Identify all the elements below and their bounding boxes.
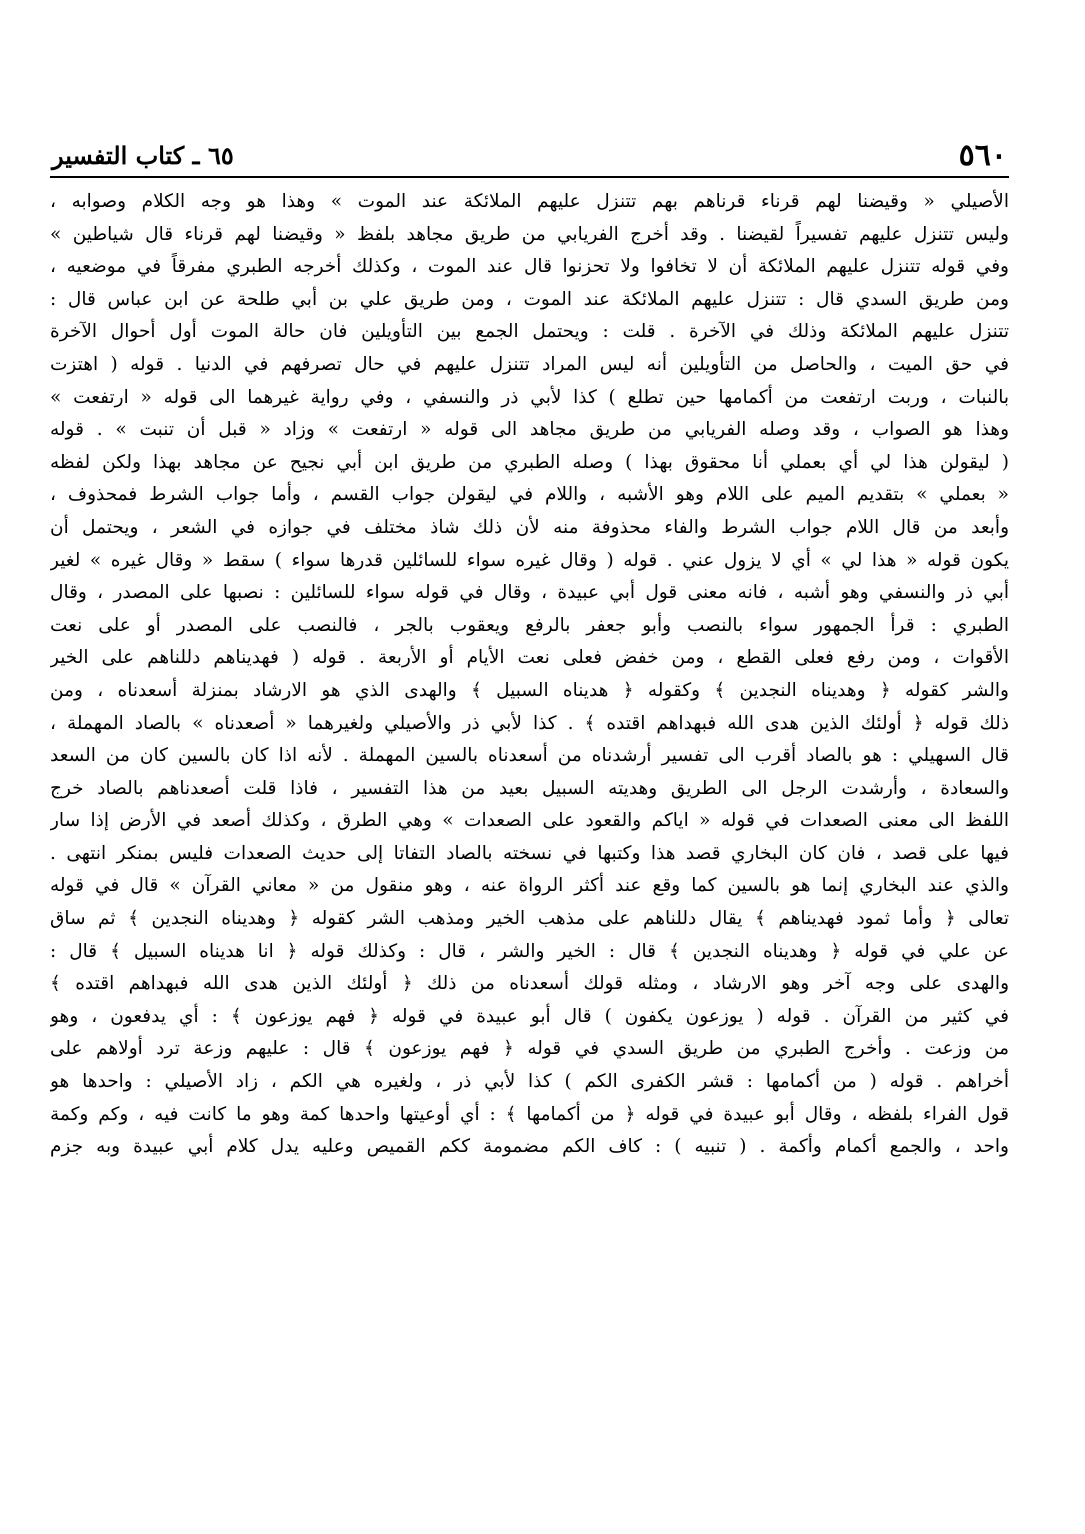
text-line: فيها على قصد ، فان كان البخاري قصد هذا وكتبها في نسخته بالصاد التفاتا إلى حديث الصعدات فليس بمنكر انتهى . bbox=[50, 842, 1009, 864]
text-line: الأقوات ، ومن رفع فعلى القطع ، ومن خفض فعلى نعت الأيام أو الأربعة . قوله ( فهديناهم دللناهم على الخير bbox=[50, 647, 1009, 669]
text-line: وليس تتنزل عليهم تفسيراً لقيضنا . وقد أخرج الفريابي من طريق مجاهد بلفظ « وقيضنا لهم قرناء قال شياطين » bbox=[50, 223, 1009, 245]
text-line: ومن طريق السدي قال : تتنزل عليهم الملائكة عند الموت ، ومن طريق علي بن أبي طلحة عن ابن عباس قال : bbox=[50, 288, 1009, 310]
text-line: أبي ذر والنسفي وهو أشبه ، فانه معنى قول أبي عبيدة ، وقال في قوله سواء للسائلين : نصبها على المصدر ، وقال bbox=[50, 582, 1009, 604]
text-line: ذلك قوله ﴿ أولئك الذين هدى الله فبهداهم اقتده ﴾ . كذا لأبي ذر والأصيلي ولغيرهما « أصعدناه » بالصاد المهملة ، bbox=[50, 712, 1009, 734]
text-line: قال السهيلي : هو بالصاد أقرب الى تفسير أرشدناه من أسعدناه بالسين المهملة . لأنه اذا كان بالسين كان من السعد bbox=[50, 745, 1009, 767]
text-line: تعالى ﴿ وأما ثمود فهديناهم ﴾ يقال دللناهم على مذهب الخير ومذهب الشر كقوله ﴿ وهديناه النجدين ﴾ ثم ساق bbox=[50, 908, 1009, 930]
text-line: أخراهم . قوله ( من أكمامها : قشر الكفرى الكم ) كذا لأبي ذر ، ولغيره هي الكم ، زاد الأصيلي : واحدها هو bbox=[50, 1071, 1009, 1093]
header-rule bbox=[50, 176, 1009, 178]
text-line: وأبعد من قال اللام جواب الشرط والفاء محذوفة منه لأن ذلك شاذ مختلف في جوازه في الشعر ، ويحتمل أن bbox=[50, 516, 1009, 538]
chapter-title: ٦٥ ـ كتاب التفسير bbox=[52, 141, 234, 170]
text-line: « بعملي » بتقديم الميم على اللام وهو الأشبه ، واللام في ليقولن جواب القسم ، وأما جواب الشرط فمحذوف ، bbox=[50, 484, 1009, 506]
text-line: قول الفراء بلفظه ، وقال أبو عبيدة في قوله ﴿ من أكمامها ﴾ : أي أوعيتها واحدها كمة وهو ما كانت فيه ، وكم وكمة bbox=[50, 1103, 1009, 1125]
text-line: بالنبات ، وربت ارتفعت من أكمامها حين تطلع ) كذا لأبي ذر والنسفي ، وفي رواية غيرهما الى قوله « ارتفعت » bbox=[50, 386, 1009, 408]
text-line: وفي قوله تتنزل عليهم الملائكة أن لا تخافوا ولا تحزنوا قال عند الموت ، وكذلك أخرجه الطبري مفرقاً في موضعيه ، bbox=[50, 256, 1009, 278]
body-text bbox=[50, 186, 1009, 1164]
text-line: من وزعت . وأخرج الطبري من طريق السدي في قوله ﴿ فهم يوزعون ﴾ قال : عليهم وزعة ترد أولاهم على bbox=[50, 1038, 1009, 1060]
text-line: عن علي في قوله ﴿ وهديناه النجدين ﴾ قال : الخير والشر ، قال : وكذلك قوله ﴿ انا هديناه السبيل ﴾ قال : bbox=[50, 940, 1009, 962]
text-line: تتنزل عليهم الملائكة وذلك في الآخرة . قلت : ويحتمل الجمع بين التأويلين فان حالة الموت أول أحوال الآخرة bbox=[50, 321, 1009, 343]
text-line: والهدى على وجه آخر وهو الارشاد ، ومثله قولك أسعدناه من ذلك ﴿ أولئك الذين هدى الله فبهداهم اقتده ﴾ bbox=[50, 973, 1009, 995]
text-line: يكون قوله « هذا لي » أي لا يزول عني . قوله ( وقال غيره سواء للسائلين قدرها سواء ) سقط « وقال غيره » لغير bbox=[50, 549, 1009, 571]
text-line: واحد ، والجمع أكمام وأكمة . ( تنبيه ) : كاف الكم مضمومة ككم القميص وعليه يدل كلام أبي عبيدة وبه جزم bbox=[50, 1136, 1009, 1158]
text-line: والسعادة ، وأرشدت الرجل الى الطريق وهديته السبيل بعيد من هذا التفسير ، فاذا قلت أصعدناهم بالصاد خرج bbox=[50, 777, 1009, 799]
text-line: وهذا هو الصواب ، وقد وصله الفريابي من طريق مجاهد الى قوله « ارتفعت » وزاد « قبل أن تنبت » . قوله bbox=[50, 419, 1009, 441]
text-line: والشر كقوله ﴿ وهديناه النجدين ﴾ وكقوله ﴿ هديناه السبيل ﴾ والهدى الذي هو الارشاد بمنزلة أسعدناه ، ومن bbox=[50, 679, 1009, 701]
text-line: في حق الميت ، والحاصل من التأويلين أنه ليس المراد تتنزل عليهم في حال تصرفهم في الدنيا . قوله ( اهتزت bbox=[50, 353, 1009, 375]
text-line: الطبري : قرأ الجمهور سواء بالنصب وأبو جعفر بالرفع ويعقوب بالجر ، فالنصب على المصدر أو على نعت bbox=[50, 614, 1009, 636]
text-line: والذي عند البخاري إنما هو بالسين كما وقع عند أكثر الرواة عنه ، وهو منقول من « معاني القرآن » قال في قوله bbox=[50, 875, 1009, 897]
text-line: في كثير من القرآن . قوله ( يوزعون يكفون ) قال أبو عبيدة في قوله ﴿ فهم يوزعون ﴾ : أي يدفعون ، وهو bbox=[50, 1005, 1009, 1027]
page-header bbox=[52, 136, 1007, 176]
page-number: ٥٦٠ bbox=[958, 138, 1007, 173]
text-line: الأصيلي « وقيضنا لهم قرناء قرناهم بهم تتنزل عليهم الملائكة عند الموت » وهذا هو وجه الكلام وصوابه ، bbox=[50, 191, 1009, 212]
text-line: ( ليقولن هذا لي أي بعملي أنا محقوق بهذا ) وصله الطبري من طريق ابن أبي نجيح عن مجاهد بهذا ولكن لفظه bbox=[50, 451, 1009, 473]
text-line: اللفظ الى معنى الصعدات في قوله « اياكم والقعود على الصعدات » وهي الطرق ، وكذلك أصعد في الأرض إذا سار bbox=[50, 810, 1009, 832]
